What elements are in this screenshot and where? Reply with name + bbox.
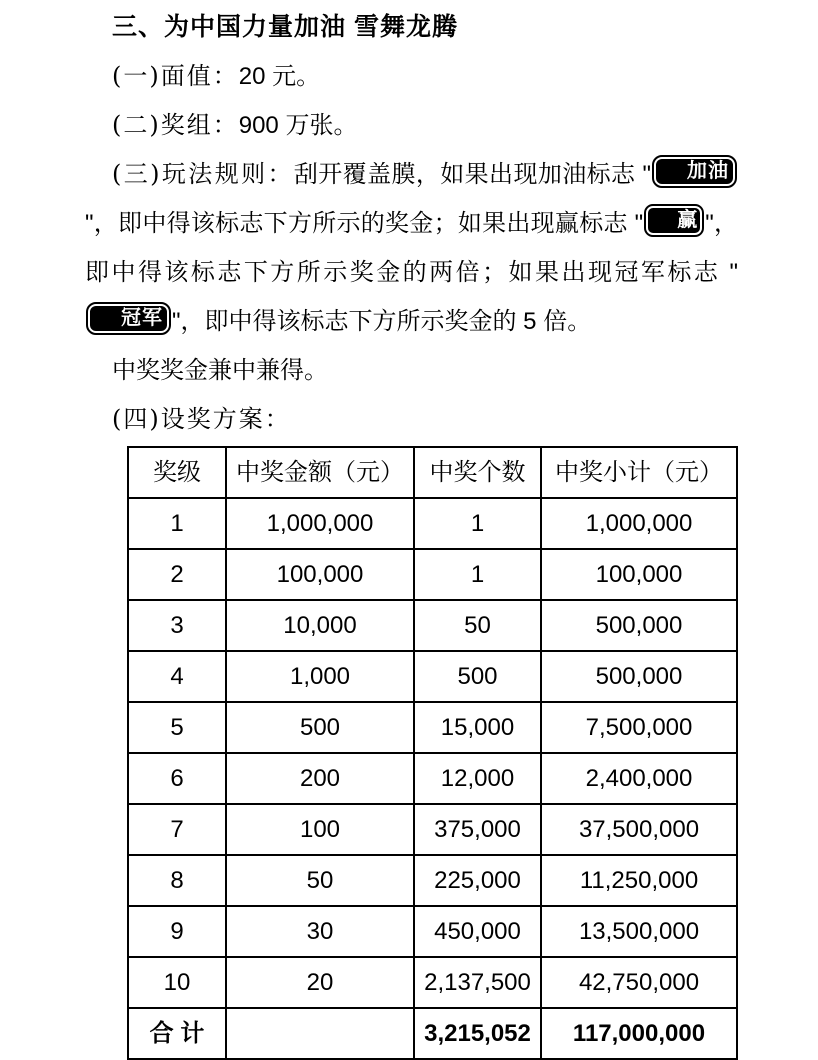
table-cell: 3 [128, 600, 226, 651]
table-cell: 450,000 [414, 906, 541, 957]
table-row [128, 549, 737, 600]
table-row [128, 906, 737, 957]
table-cell: 10,000 [226, 600, 414, 651]
table-cell: 50 [226, 855, 414, 906]
table-cell: 500,000 [541, 600, 737, 651]
section-heading: 三、为中国力量加油 雪舞龙腾 [112, 13, 458, 41]
rules-text-segment: "，即中得该标志下方所示奖金的两倍；如果出现冠军标志 " [85, 210, 738, 286]
table-cell: 1,000,000 [541, 498, 737, 549]
table-cell: 2,137,500 [414, 957, 541, 1008]
table-row [128, 855, 737, 906]
rules-label: (三)玩法规则： [112, 160, 294, 188]
table-cell: 7 [128, 804, 226, 855]
table-cell: 50 [414, 600, 541, 651]
table-header-cell: 中奖个数 [414, 447, 541, 498]
table-total-cell [226, 1008, 414, 1059]
table-row [128, 498, 737, 549]
table-cell: 30 [226, 906, 414, 957]
table-cell: 100,000 [226, 549, 414, 600]
prize-group-text: 900 万张。 [238, 112, 358, 139]
table-row [128, 600, 737, 651]
table-row [128, 957, 737, 1008]
table-cell: 100,000 [541, 549, 737, 600]
table-cell: 7,500,000 [541, 702, 737, 753]
table-cell: 1 [414, 498, 541, 549]
ying-logo: 赢 [646, 206, 702, 235]
face-value-line [85, 52, 738, 101]
table-header-cell: 中奖小计（元） [541, 447, 737, 498]
table-cell: 4 [128, 651, 226, 702]
table-row [128, 651, 737, 702]
table-cell: 1,000 [226, 651, 414, 702]
table-cell: 1,000,000 [226, 498, 414, 549]
table-total-row [128, 1008, 737, 1059]
table-cell: 8 [128, 855, 226, 906]
prize-plan-label: (四)设奖方案： [112, 405, 291, 433]
table-header-cell: 奖级 [128, 447, 226, 498]
table-cell: 6 [128, 753, 226, 804]
table-cell: 200 [226, 753, 414, 804]
table-cell: 11,250,000 [541, 855, 737, 906]
table-cell: 15,000 [414, 702, 541, 753]
table-cell: 42,750,000 [541, 957, 737, 1008]
table-cell: 500,000 [541, 651, 737, 702]
prize-group-line [85, 101, 738, 150]
table-header-cell: 中奖金额（元） [226, 447, 414, 498]
table-cell: 1 [128, 498, 226, 549]
prize-table [127, 446, 738, 1060]
table-cell: 37,500,000 [541, 804, 737, 855]
table-total-cell: 117,000,000 [541, 1008, 737, 1059]
guanjun-logo: 冠军 [88, 304, 169, 333]
table-row [128, 804, 737, 855]
table-row [128, 702, 737, 753]
table-cell: 500 [226, 702, 414, 753]
rules-text-segment: 刮开覆盖膜，如果出现加油标志 " [293, 161, 651, 188]
table-total-cell: 合 计 [128, 1008, 226, 1059]
table-total-cell: 3,215,052 [414, 1008, 541, 1059]
jiayou-logo: 加油 [654, 157, 735, 186]
rules-text-segment: "，即中得该标志下方所示奖金的 5 倍。 [172, 308, 592, 335]
table-cell: 2,400,000 [541, 753, 737, 804]
prize-group-label: (二)奖组： [112, 111, 239, 139]
rules-paragraph [85, 150, 738, 346]
table-cell: 10 [128, 957, 226, 1008]
face-value-label: (一)面值： [112, 62, 239, 90]
table-cell: 5 [128, 702, 226, 753]
table-cell: 1 [414, 549, 541, 600]
table-row [128, 753, 737, 804]
table-cell: 2 [128, 549, 226, 600]
table-cell: 9 [128, 906, 226, 957]
table-cell: 12,000 [414, 753, 541, 804]
table-cell: 100 [226, 804, 414, 855]
table-cell: 500 [414, 651, 541, 702]
table-cell: 20 [226, 957, 414, 1008]
rules-text-segment: "，即中得该标志下方所示的奖金；如果出现赢标志 " [85, 210, 644, 237]
table-header-row [128, 447, 737, 498]
bonus-note: 中奖奖金兼中兼得。 [112, 357, 328, 384]
table-cell: 13,500,000 [541, 906, 737, 957]
table-cell: 375,000 [414, 804, 541, 855]
face-value-text: 20 元。 [238, 63, 321, 90]
table-cell: 225,000 [414, 855, 541, 906]
